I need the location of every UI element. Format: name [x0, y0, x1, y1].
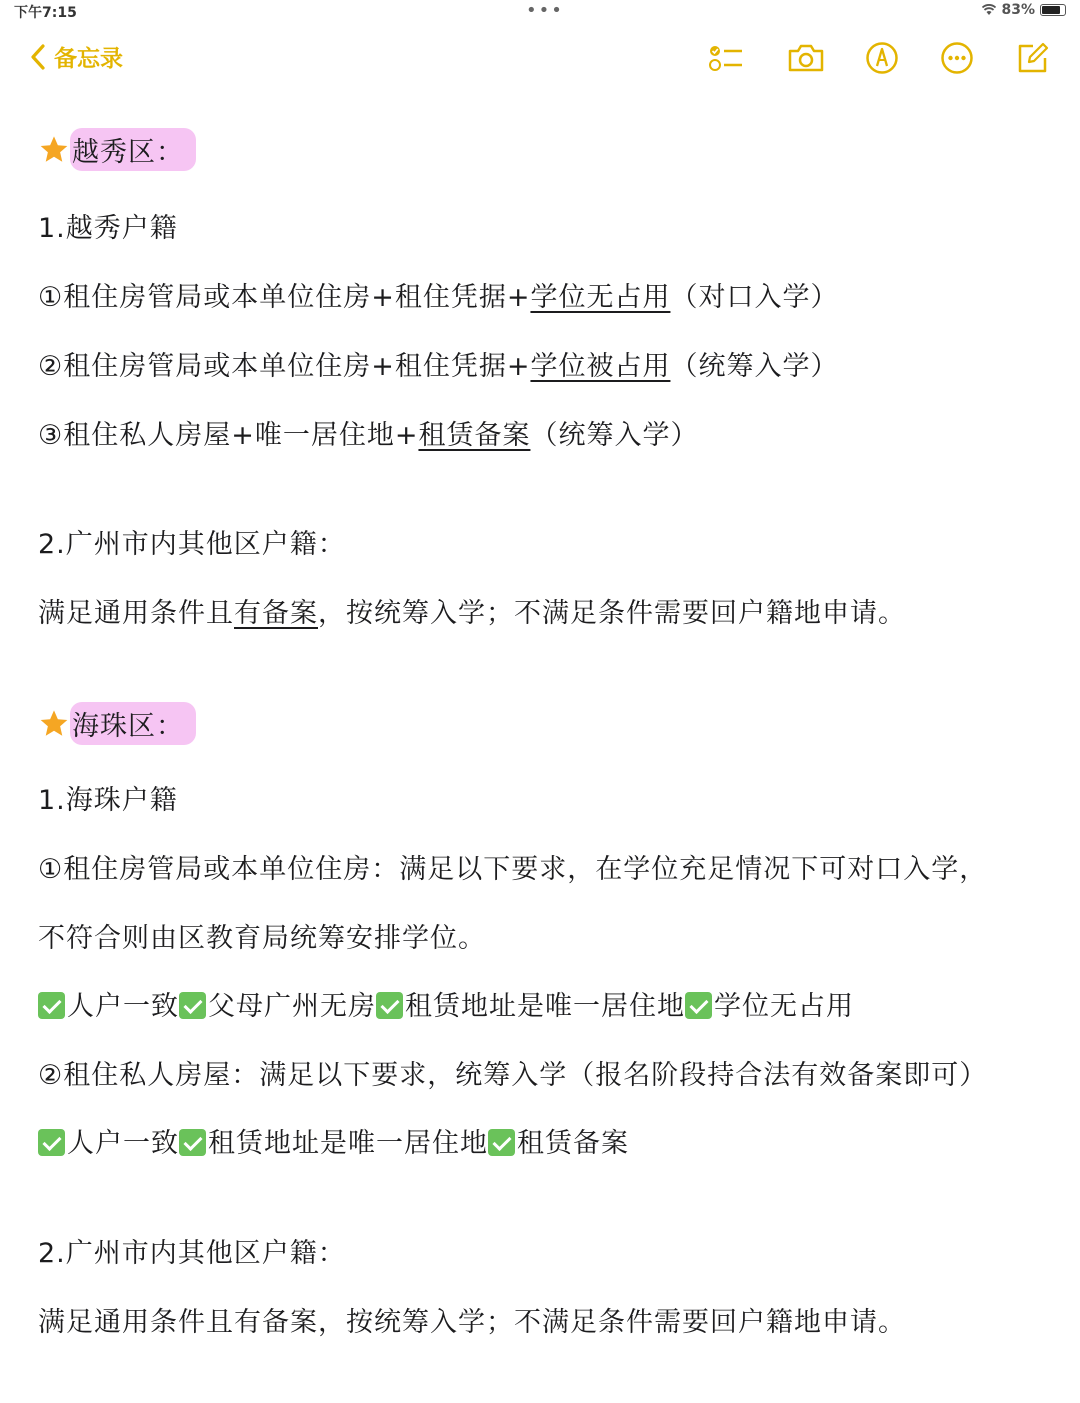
more-icon	[940, 41, 974, 75]
paragraph-text: ，按统筹入学；不满足条件需要回户籍地申请。	[318, 598, 906, 629]
option-text: ③租住私人房屋+唯一居住地+	[38, 420, 419, 451]
yuexiu-other-district-text	[38, 591, 906, 630]
yuexiu-option-2	[38, 344, 838, 383]
notes-toolbar	[0, 30, 1080, 86]
camera-icon	[787, 43, 825, 73]
checkmark-icon	[38, 1129, 65, 1156]
wifi-icon	[982, 4, 996, 16]
battery-icon	[1040, 4, 1066, 16]
section-heading-haizhu	[38, 702, 196, 745]
option-note: （统筹入学）	[530, 420, 699, 451]
checklist-button[interactable]	[706, 38, 746, 78]
checklist-icon	[708, 42, 744, 74]
camera-button[interactable]	[786, 38, 826, 78]
compose-button[interactable]	[1012, 38, 1052, 78]
haizhu-option-1-line-2: 不符合则由区教育局统筹安排学位。	[38, 923, 486, 954]
star-icon	[38, 134, 70, 166]
checkmark-icon	[179, 1129, 206, 1156]
yuexiu-other-district-heading: 2.广州市内其他区户籍：	[38, 529, 346, 560]
check-item: 租赁地址是唯一居住地	[405, 991, 685, 1022]
yuexiu-option-1	[38, 275, 838, 314]
yuexiu-option-3	[38, 413, 698, 452]
option-note: （对口入学）	[670, 282, 839, 313]
star-icon	[38, 708, 70, 740]
chevron-left-icon	[30, 44, 46, 70]
checkmark-icon	[685, 992, 712, 1019]
check-item: 人户一致	[67, 1128, 179, 1159]
status-right	[982, 2, 1066, 18]
checkmark-icon	[38, 992, 65, 1019]
paragraph-text: 满足通用条件且	[38, 598, 234, 629]
status-bar	[0, 0, 1080, 26]
option-note: （统筹入学）	[670, 351, 839, 382]
check-item: 学位无占用	[714, 991, 854, 1022]
checkmark-icon	[179, 992, 206, 1019]
compose-icon	[1015, 41, 1049, 75]
section-heading-yuexiu	[38, 128, 196, 171]
check-item: 父母广州无房	[208, 991, 376, 1022]
option-underlined: 学位被占用	[530, 351, 671, 382]
back-button[interactable]	[30, 40, 123, 73]
check-item: 人户一致	[67, 991, 179, 1022]
section-title-yuexiu: 越秀区：	[70, 128, 196, 171]
battery-percent: 83%	[1001, 2, 1035, 18]
checkmark-icon	[488, 1129, 515, 1156]
yuexiu-huji-heading: 1.越秀户籍	[38, 213, 178, 244]
haizhu-checklist-2	[38, 1121, 629, 1160]
option-text: ②租住房管局或本单位住房+租住凭据+	[38, 351, 531, 382]
check-item: 租赁备案	[517, 1128, 629, 1159]
status-time: 下午7:15	[14, 5, 77, 21]
paragraph-underlined: 有备案	[234, 598, 318, 629]
option-underlined: 学位无占用	[530, 282, 671, 313]
check-item: 租赁地址是唯一居住地	[208, 1128, 488, 1159]
haizhu-checklist-1	[38, 984, 854, 1023]
checkmark-icon	[376, 992, 403, 1019]
markup-button[interactable]	[862, 38, 902, 78]
haizhu-option-2: ②租住私人房屋：满足以下要求，统筹入学（报名阶段持合法有效备案即可）	[38, 1060, 988, 1091]
option-text: ①租住房管局或本单位住房+租住凭据+	[38, 282, 531, 313]
back-label: 备忘录	[54, 46, 123, 72]
section-title-haizhu: 海珠区：	[70, 702, 196, 745]
haizhu-option-1-line-1: ①租住房管局或本单位住房：满足以下要求，在学位充足情况下可对口入学，	[38, 854, 988, 885]
more-button[interactable]	[937, 38, 977, 78]
multitasking-dots-icon[interactable]: •••	[526, 0, 564, 21]
haizhu-other-district-text: 满足通用条件且有备案，按统筹入学；不满足条件需要回户籍地申请。	[38, 1307, 906, 1338]
haizhu-huji-heading: 1.海珠户籍	[38, 785, 178, 816]
option-underlined: 租赁备案	[418, 420, 531, 451]
markup-pen-icon	[865, 41, 899, 75]
haizhu-other-district-heading: 2.广州市内其他区户籍：	[38, 1238, 346, 1269]
